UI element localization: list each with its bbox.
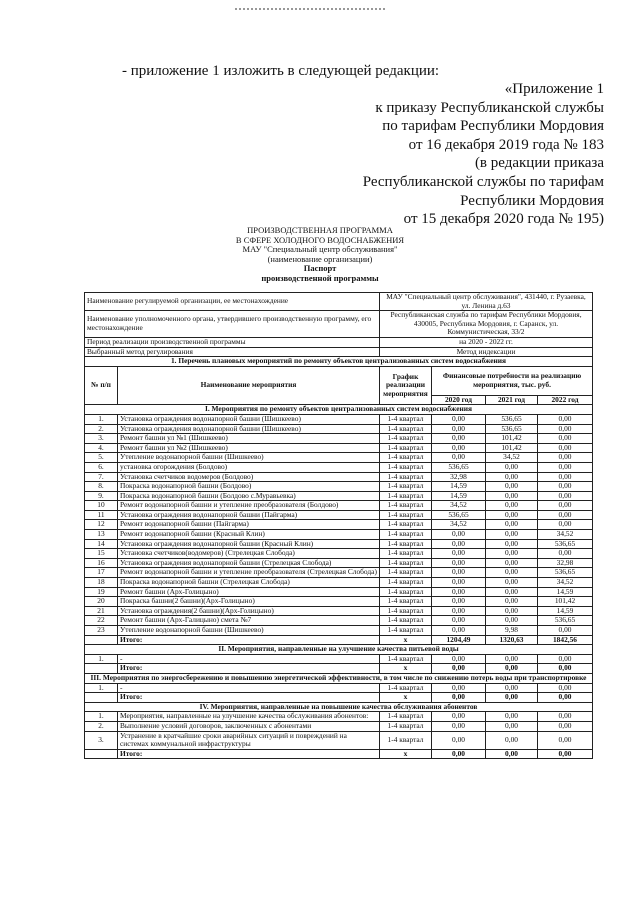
total-label: Итого: [118,749,380,759]
row-value-2020: 536,65 [432,462,486,472]
row-schedule: 1-4 квартал [380,721,432,731]
info-label: Наименование регулируемой организации, ее местонахождение [85,293,380,311]
row-number: 22 [85,616,118,626]
row-schedule: 1-4 квартал [380,587,432,597]
row-number: 18 [85,578,118,588]
row-value-2022: 34,52 [538,578,593,588]
table-row [85,568,593,578]
row-number: 14 [85,539,118,549]
row-value-2022: 101,42 [538,597,593,607]
section-title-row [85,357,593,367]
row-value-2020: 0,00 [432,626,486,636]
row-number: 16 [85,558,118,568]
table-row [85,443,593,453]
total-schedule: х [380,749,432,759]
total-schedule: х [380,664,432,674]
row-schedule: 1-4 квартал [380,453,432,463]
row-value-2021: 0,00 [486,597,538,607]
row-number: 10 [85,501,118,511]
row-schedule: 1-4 квартал [380,414,432,424]
row-name: Ремонт башни (Арх-Галицыно) смета №7 [118,616,380,626]
row-value-2022: 0,00 [538,683,593,693]
row-schedule: 1-4 квартал [380,654,432,664]
row-value-2021: 0,00 [486,482,538,492]
row-value-2020: 0,00 [432,731,486,749]
col-header-num: № п/п [85,366,118,405]
total-2021: 0,00 [486,664,538,674]
row-value-2021: 0,00 [486,578,538,588]
row-value-2020: 34,52 [432,520,486,530]
info-row [85,293,593,311]
row-value-2021: 34,52 [486,453,538,463]
row-schedule: 1-4 квартал [380,578,432,588]
row-value-2021: 0,00 [486,683,538,693]
total-blank [85,749,118,759]
row-value-2021: 0,00 [486,462,538,472]
row-number: 19 [85,587,118,597]
row-schedule: 1-4 квартал [380,606,432,616]
row-schedule: 1-4 квартал [380,683,432,693]
row-schedule: 1-4 квартал [380,539,432,549]
row-value-2021: 0,00 [486,721,538,731]
row-value-2021: 101,42 [486,443,538,453]
row-schedule: 1-4 квартал [380,549,432,559]
row-schedule: 1-4 квартал [380,731,432,749]
appendix-block [363,80,604,229]
row-number: 11 [85,510,118,520]
table-row [85,510,593,520]
row-schedule: 1-4 квартал [380,616,432,626]
col-header-name: Наименование мероприятия [118,366,380,405]
row-name: Установка ограждения(2 башни)(Арх-Голицыно) [118,606,380,616]
table-row [85,578,593,588]
total-2020: 0,00 [432,749,486,759]
row-value-2021: 101,42 [486,434,538,444]
table-row [85,731,593,749]
col-header-2020: 2020 год [432,395,486,405]
row-number: 2. [85,721,118,731]
info-value: Республиканская служба по тарифам Республики Мордовия, 430005, Республика Мордовия, г. Саранск, ул. Коммунистическая, 33/2 [380,311,593,338]
row-value-2022: 0,00 [538,520,593,530]
row-name: Ремонт водонапорной башни (Пайгарма) [118,520,380,530]
row-value-2022: 536,65 [538,616,593,626]
row-value-2022: 0,00 [538,501,593,511]
row-value-2021: 0,00 [486,606,538,616]
row-value-2022: 0,00 [538,654,593,664]
row-name: Установка ограждения водонапорной башни (Пайгарма) [118,510,380,520]
row-schedule: 1-4 квартал [380,443,432,453]
row-number: 7. [85,472,118,482]
row-value-2021: 0,00 [486,530,538,540]
row-value-2021: 0,00 [486,654,538,664]
program-table [84,292,593,759]
row-value-2020: 0,00 [432,578,486,588]
row-value-2022: 0,00 [538,472,593,482]
row-value-2021: 0,00 [486,491,538,501]
row-name: Утепление водонапорной башни (Шишкеево) [118,626,380,636]
row-value-2021: 0,00 [486,587,538,597]
row-schedule: 1-4 квартал [380,462,432,472]
info-row [85,311,593,338]
row-value-2020: 0,00 [432,434,486,444]
appendix-line: «Приложение 1 [504,81,604,97]
row-number: 17 [85,568,118,578]
total-2021: 1320,63 [486,635,538,645]
row-number: 2. [85,424,118,434]
row-name: Ремонт башни (Арх-Голицыно) [118,587,380,597]
table-row [85,472,593,482]
row-name: Мероприятия, направленные на улучшение качества обслуживания абонентов: [118,712,380,722]
info-row [85,347,593,357]
row-value-2021: 0,00 [486,712,538,722]
col-header-2022: 2022 год [538,395,593,405]
col-header-schedule: График реализации мероприятия [380,366,432,405]
row-name: Установка ограждения водонапорной башни (Шишкеево) [118,424,380,434]
row-value-2020: 32,98 [432,472,486,482]
row-name: Ремонт водонапорной башни (Красный Клин) [118,530,380,540]
table-row [85,616,593,626]
row-name: Покраска водонапорной башни (Стрелецкая Слобода) [118,578,380,588]
row-number: 21 [85,606,118,616]
row-value-2022: 536,65 [538,568,593,578]
row-value-2021: 0,00 [486,520,538,530]
row-name: Установка счетчиков(водомеров) (Стрелецкая Слобода) [118,549,380,559]
table-row [85,424,593,434]
row-value-2020: 0,00 [432,683,486,693]
row-name: Ремонт башни ул №1 (Шишкеево) [118,434,380,444]
row-value-2021: 0,00 [486,731,538,749]
row-value-2022: 0,00 [538,549,593,559]
row-value-2022: 0,00 [538,482,593,492]
table-row [85,462,593,472]
row-value-2022: 0,00 [538,434,593,444]
table-row [85,520,593,530]
total-2020: 0,00 [432,693,486,703]
row-name: Устранение в кратчайшие сроки аварийных ситуаций и повреждений на системах коммунальной инфраструктуры [118,731,380,749]
total-label: Итого: [118,693,380,703]
row-number: 3. [85,434,118,444]
section-heading: I. Мероприятия по ремонту объектов централизованных систем водоснабжения [85,405,593,415]
heading-line: МАУ "Специальный центр обслуживания" [242,244,398,254]
total-schedule: х [380,635,432,645]
row-name: Установка счетчиков водомеров (Болдово) [118,472,380,482]
row-name: - [118,683,380,693]
row-value-2021: 0,00 [486,568,538,578]
table-row [85,712,593,722]
table-row [85,530,593,540]
row-number: 23 [85,626,118,636]
appendix-line: от 16 декабря 2019 года № 183 [408,136,604,153]
row-value-2022: 0,00 [538,731,593,749]
row-value-2021: 536,65 [486,424,538,434]
table-row [85,501,593,511]
info-label: Наименование уполномоченного органа, утвердившего производственную программу, его местонахождение [85,311,380,338]
row-value-2020: 0,00 [432,539,486,549]
row-value-2022: 0,00 [538,414,593,424]
row-value-2021: 0,00 [486,549,538,559]
row-value-2022: 14,59 [538,587,593,597]
row-value-2022: 0,00 [538,491,593,501]
program-table-body [85,293,593,759]
row-schedule: 1-4 квартал [380,501,432,511]
row-schedule: 1-4 квартал [380,568,432,578]
total-blank [85,693,118,703]
table-row [85,549,593,559]
row-number: 12 [85,520,118,530]
row-value-2020: 0,00 [432,597,486,607]
total-2020: 0,00 [432,664,486,674]
row-value-2021: 0,00 [486,539,538,549]
table-row [85,482,593,492]
table-row [85,587,593,597]
total-row [85,749,593,759]
table-row [85,414,593,424]
intro-line: - приложение 1 изложить в следующей редакции: [122,63,440,79]
total-blank [85,664,118,674]
row-value-2020: 0,00 [432,587,486,597]
table-row [85,491,593,501]
row-name: Покраска водонапорной башни (Болдово с.Муравьевка) [118,491,380,501]
col-header-2021: 2021 год [486,395,538,405]
row-value-2020: 0,00 [432,616,486,626]
total-row [85,664,593,674]
row-value-2021: 9,98 [486,626,538,636]
row-value-2021: 0,00 [486,558,538,568]
row-schedule: 1-4 квартал [380,491,432,501]
row-schedule: 1-4 квартал [380,712,432,722]
total-2021: 0,00 [486,693,538,703]
section-row [85,645,593,655]
row-schedule: 1-4 квартал [380,472,432,482]
row-number: 20 [85,597,118,607]
row-value-2021: 0,00 [486,616,538,626]
total-2022: 0,00 [538,693,593,703]
table-row [85,539,593,549]
row-value-2022: 0,00 [538,443,593,453]
row-name: Установка ограждения водонапорной башни (Шишкеево) [118,414,380,424]
info-value: Метод индексации [380,347,593,357]
row-value-2020: 14,59 [432,491,486,501]
total-schedule: х [380,693,432,703]
row-value-2022: 34,52 [538,530,593,540]
section-heading: III. Мероприятия по энергосбережению и повышению энергетической эффективности, в том числе по снижению потерь воды при транспортировке [85,673,593,683]
row-number: 13 [85,530,118,540]
table-row [85,626,593,636]
col-header-finance: Финансовые потребности на реализацию мероприятия, тыс. руб. [432,366,593,395]
row-number: 8. [85,482,118,492]
row-value-2020: 0,00 [432,414,486,424]
row-number: 1. [85,683,118,693]
total-2022: 0,00 [538,664,593,674]
header-row [85,366,593,395]
row-schedule: 1-4 квартал [380,424,432,434]
row-value-2022: 0,00 [538,510,593,520]
row-name: Покраска водонапорной башни (Болдово) [118,482,380,492]
row-name: Ремонт башни ул №2 (Шишкеево) [118,443,380,453]
row-name: Покраска башни(2 башни)(Арх-Голицыно) [118,597,380,607]
row-number: 5. [85,453,118,463]
section-title: 1. Перечень плановых мероприятий по ремонту объектов централизованных систем водоснабжения [85,357,593,367]
row-name: Установка ограждения водонапорной башни (Стрелецкая Слобода) [118,558,380,568]
row-number: 15 [85,549,118,559]
heading-line: (наименование организации) [267,253,373,264]
row-schedule: 1-4 квартал [380,530,432,540]
row-name: Установка ограждения водонапорной башни (Красный Клин) [118,539,380,549]
table-row [85,721,593,731]
section-heading: IV. Мероприятия, направленные на повышение качества обслуживания абонентов [85,702,593,712]
total-2020: 1204,49 [432,635,486,645]
row-value-2022: 536,65 [538,539,593,549]
table-row [85,597,593,607]
appendix-line: к приказу Республиканской службы [375,99,604,116]
table-row [85,434,593,444]
row-name: Ремонт водонапорной башни и утепление преобразователя (Болдово) [118,501,380,511]
row-value-2022: 0,00 [538,626,593,636]
row-name: - [118,654,380,664]
row-value-2020: 0,00 [432,568,486,578]
total-row [85,635,593,645]
row-value-2020: 14,59 [432,482,486,492]
program-heading [0,226,640,283]
row-value-2022: 0,00 [538,721,593,731]
total-row [85,693,593,703]
table-row [85,453,593,463]
heading-line: Паспорт [303,263,337,273]
row-value-2020: 0,00 [432,606,486,616]
row-value-2020: 0,00 [432,549,486,559]
table-row [85,558,593,568]
row-value-2021: 0,00 [486,501,538,511]
section-row [85,702,593,712]
row-value-2020: 0,00 [432,443,486,453]
row-value-2022: 0,00 [538,453,593,463]
row-number: 1. [85,712,118,722]
row-value-2020: 0,00 [432,654,486,664]
row-name: Ремонт водонапорной башни и утепление преобразователя (Стрелецкая Слобода) [118,568,380,578]
total-2021: 0,00 [486,749,538,759]
row-value-2020: 0,00 [432,530,486,540]
row-schedule: 1-4 квартал [380,520,432,530]
total-blank [85,635,118,645]
row-schedule: 1-4 квартал [380,558,432,568]
heading-line: В СФЕРЕ ХОЛОДНОГО ВОДОСНАБЖЕНИЯ [235,234,405,245]
row-name: Выполнение условий договоров, заключенных с абонентами [118,721,380,731]
row-schedule: 1-4 квартал [380,482,432,492]
total-2022: 0,00 [538,749,593,759]
section-heading: II. Мероприятия, направленные на улучшение качества питьевой воды [85,645,593,655]
table-row [85,654,593,664]
row-name: установка огорождения (Болдово) [118,462,380,472]
info-label: Период реализации производственной программы [85,337,380,347]
row-number: 4. [85,443,118,453]
row-number: 9. [85,491,118,501]
row-value-2021: 536,65 [486,414,538,424]
row-value-2022: 0,00 [538,712,593,722]
total-label: Итого: [118,635,380,645]
heading-line: ПРОИЗВОДСТВЕННАЯ ПРОГРАММА [247,225,393,235]
row-schedule: 1-4 квартал [380,597,432,607]
appendix-line: по тарифам Республики Мордовия [382,118,604,135]
info-row [85,337,593,347]
row-value-2021: 0,00 [486,472,538,482]
row-value-2020: 0,00 [432,712,486,722]
info-value: на 2020 - 2022 гг. [380,337,593,347]
row-value-2022: 0,00 [538,462,593,472]
row-value-2022: 32,98 [538,558,593,568]
appendix-line: от 15 декабря 2020 года № 195) [403,211,604,228]
row-value-2020: 0,00 [432,721,486,731]
row-value-2022: 0,00 [538,424,593,434]
row-number: 1. [85,414,118,424]
row-value-2020: 536,65 [432,510,486,520]
info-value: МАУ "Специальный центр обслуживания", 431440, г. Рузаевка, ул. Ленина д.63 [380,293,593,311]
appendix-line: Республиканской службы по тарифам [362,173,604,190]
section-row [85,405,593,415]
info-label: Выбранный метод регулирования [85,347,380,357]
row-value-2022: 14,59 [538,606,593,616]
scan-artifact [235,0,385,10]
table-row [85,683,593,693]
row-number: 3. [85,731,118,749]
row-name: Утепление водонапорной башни (Шишкеево) [118,453,380,463]
row-value-2020: 0,00 [432,424,486,434]
row-number: 1. [85,654,118,664]
appendix-line: (в редакции приказа [474,155,604,172]
heading-line: производственной программы [261,272,379,283]
appendix-line: Республики Мордовия [460,192,604,209]
row-number: 6. [85,462,118,472]
row-schedule: 1-4 квартал [380,510,432,520]
row-value-2020: 0,00 [432,453,486,463]
row-schedule: 1-4 квартал [380,434,432,444]
row-value-2020: 34,52 [432,501,486,511]
table-row [85,606,593,616]
row-value-2020: 0,00 [432,558,486,568]
section-row [85,673,593,683]
row-value-2021: 0,00 [486,510,538,520]
row-schedule: 1-4 квартал [380,626,432,636]
total-2022: 1842,56 [538,635,593,645]
total-label: Итого: [118,664,380,674]
